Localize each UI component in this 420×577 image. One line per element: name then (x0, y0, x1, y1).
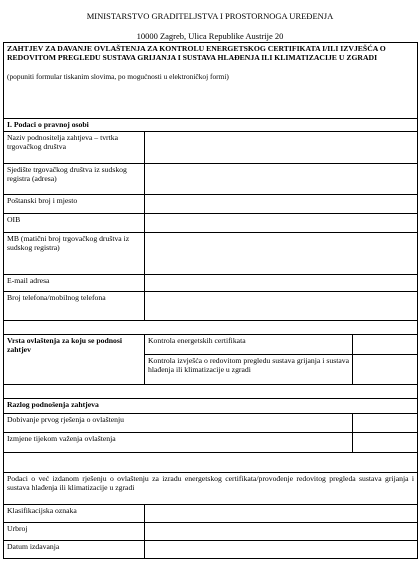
authorization-option-reports-mark[interactable] (353, 355, 418, 385)
field-input-mb[interactable] (145, 233, 418, 275)
field-label-email: E-mail adresa (4, 275, 145, 292)
field-label-class-code: Klasifikacijska oznaka (4, 505, 145, 523)
field-label-issue-date: Datum izdavanja (4, 541, 145, 559)
reason-option-changes: Izmjene tijekom važenja ovlaštenja (4, 433, 353, 453)
spacer-row (4, 453, 418, 473)
form-title: ZAHTJEV ZA DAVANJE OVLAŠTENJA ZA KONTROLU ENERGETSKOG CERTIFIKATA I/ILI IZVJEŠĆA O REDOVITOM PREGLEDU SUSTAVA GRIJANJA I SUSTAVA HLAĐENJA ILI KLIMATIZACIJE U ZGRADI (7, 44, 386, 63)
field-input-oib[interactable] (145, 214, 418, 233)
previous-authorization-text: Podaci o već izdanom rješenju o ovlaštenju za izradu energetskog certifikata/provođenje redovitog pregleda sustava grijanja i sustava hlađenja ili klimatizacije u zgradi (4, 473, 418, 505)
reason-option-first-mark[interactable] (353, 414, 418, 433)
field-label-company-seat: Sjedište trgovačkog društva iz sudskog registra (adresa) (4, 164, 145, 195)
field-label-company-name: Naziv podnositelja zahtjeva – tvrtka trgovačkog društva (4, 132, 145, 164)
authorization-type-label: Vrsta ovlaštenja za koju se podnosi zahtjev (4, 335, 145, 385)
ministry-address: 10000 Zagreb, Ulica Republike Austrije 20 (136, 31, 284, 41)
field-input-email[interactable] (145, 275, 418, 292)
field-input-postal[interactable] (145, 195, 418, 214)
section1-heading: I. Podaci o pravnoj osobi (4, 119, 418, 132)
authorization-option-certificates: Kontrola energetskih certifikata (145, 335, 353, 355)
field-input-class-code[interactable] (145, 505, 418, 523)
authorization-option-certificates-mark[interactable] (353, 335, 418, 355)
field-input-company-name[interactable] (145, 132, 418, 164)
authorization-option-reports: Kontrola izvješća o redovitom pregledu sustava grijanja i sustava hlađenja ili klimatizacije u zgradi (145, 355, 353, 385)
spacer-row (4, 321, 418, 335)
reason-option-first: Dobivanje prvog rješenja o ovlaštenju (4, 414, 353, 433)
field-label-postal: Poštanski broj i mjesto (4, 195, 145, 214)
ministry-name: MINISTARSTVO GRADITELJSTVA I PROSTORNOGA UREĐENJA (86, 11, 334, 21)
field-label-mb: MB (matični broj trgovačkog društva iz sudskog registra) (4, 233, 145, 275)
field-label-phone: Broj telefona/mobilnog telefona (4, 292, 145, 321)
field-input-issue-date[interactable] (145, 541, 418, 559)
field-label-urbroj: Urbroj (4, 523, 145, 541)
field-input-phone[interactable] (145, 292, 418, 321)
field-label-oib: OIB (4, 214, 145, 233)
spacer-row (4, 385, 418, 399)
reason-option-changes-mark[interactable] (353, 433, 418, 453)
field-input-company-seat[interactable] (145, 164, 418, 195)
form-title-cell (4, 43, 418, 119)
application-form-table (3, 42, 418, 559)
reason-heading: Razlog podnošenja zahtjeva (4, 399, 418, 414)
form-instructions: (popuniti formular tiskanim slovima, po mogućnosti u elektroničkoj formi) (7, 71, 229, 81)
field-input-urbroj[interactable] (145, 523, 418, 541)
